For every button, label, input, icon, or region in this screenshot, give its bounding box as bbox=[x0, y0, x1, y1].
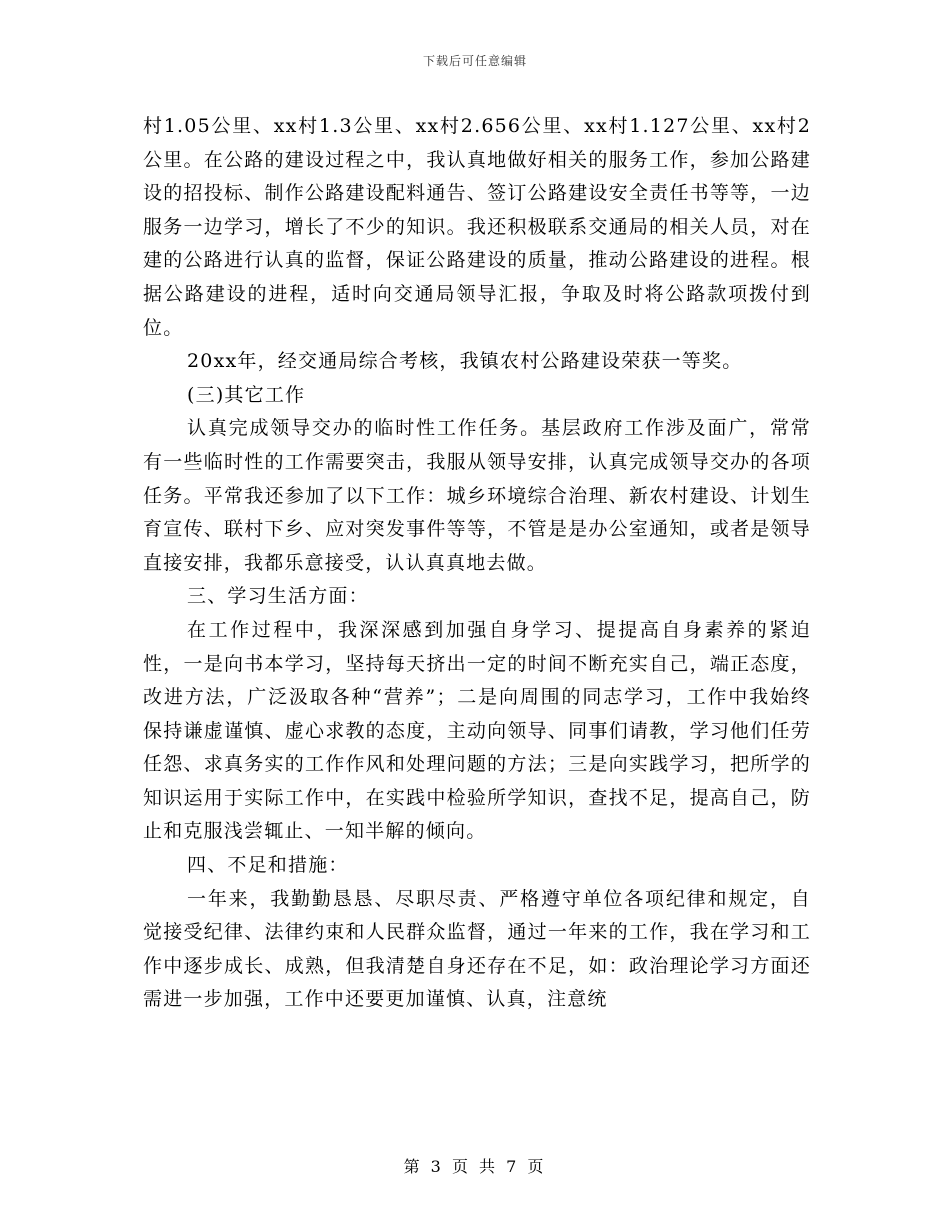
paragraph-study: 在工作过程中，我深深感到加强自身学习、提提高自身素养的紧迫性，一是向书本学习，坚持每天挤出一定的时间不断充实自己，端正态度，改进方法，广泛汲取各种“营养”；二是向周围的同志学习，工作中我始终保持谦虚谨慎、虚心求教的态度，主动向领导、同事们请教，学习他们任劳任怨、求真务实的工作作风和处理问题的方法；三是向实践学习，把所学的知识运用于实际工作中，在实践中检验所学知识，查找不足，提高自己，防止和克服浅尝辄止、一知半解的倾向。 bbox=[143, 618, 811, 843]
paragraph-award: 20xx年，经交通局综合考核，我镇农村公路建设荣获一等奖。 bbox=[187, 350, 743, 373]
paragraph-road-construction: 村1.05公里、xx村1.3公里、xx村2.656公里、xx村1.127公里、xx村2公里。在公路的建设过程之中，我认真地做好相关的服务工作，参加公路建设的招投标、制作公路建设配料通告、签订公路建设安全责任书等等，一边服务一边学习，增长了不少的知识。我还积极联系交通局的相关人员，对在建的公路进行认真的监督，保证公路建设的质量，推动公路建设的进程。根据公路建设的进程，适时向交通局领导汇报，争取及时将公路款项拨付到位。 bbox=[143, 115, 811, 339]
section-heading-other-work: (三)其它工作 bbox=[187, 383, 306, 406]
section-heading-shortcomings: 四、不足和措施： bbox=[187, 854, 349, 877]
section-heading-study-life: 三、学习生活方面： bbox=[187, 585, 369, 608]
page-number: 第 3 页 共 7 页 bbox=[403, 1157, 547, 1176]
paragraph-shortcomings: 一年来，我勤勤恳恳、尽职尽责、严格遵守单位各项纪律和规定，自觉接受纪律、法律约束和人民群众监督，通过一年来的工作，我在学习和工作中逐步成长、成熟，但我清楚自身还存在不足，如：政治理论学习方面还需进一步加强，工作中还要更加谨慎、认真，注意统 bbox=[143, 887, 811, 1011]
document-body bbox=[143, 110, 811, 1017]
page-header: 下载后可任意编辑 bbox=[422, 54, 527, 68]
paragraph-temporary-tasks: 认真完成领导交办的临时性工作任务。基层政府工作涉及面广，常常有一些临时性的工作需要突击，我服从领导安排，认真完成领导交办的各项任务。平常我还参加了以下工作：城乡环境综合治理、新农村建设、计划生育宣传、联村下乡、应对突发事件等等，不管是是办公室通知，或者是领导直接安排，我都乐意接受，认认真真地去做。 bbox=[143, 417, 811, 574]
